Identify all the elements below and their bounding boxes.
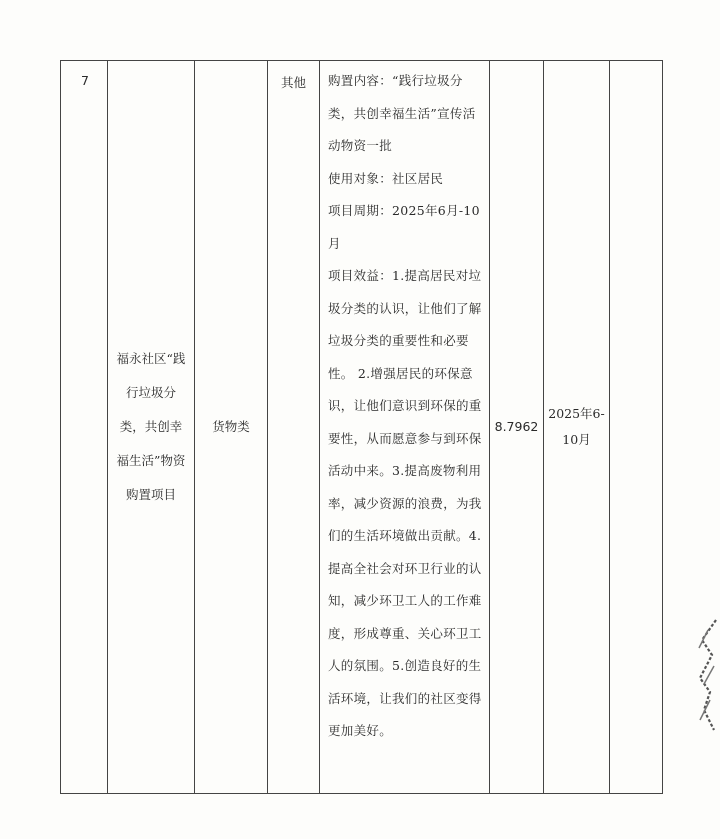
project-period: 2025年6-10月 [544,61,610,794]
description-target: 使用对象：社区居民 [328,170,444,186]
project-amount: 8.7962 [490,61,544,794]
description-content: 购置内容：“践行垃圾分类，共创幸福生活”宣传活动物资一批 [328,73,476,153]
seal-fragment [696,600,718,750]
description-cycle: 项目周期：2025年6月-10月 [328,203,480,251]
project-category: 货物类 [195,61,268,794]
project-name: 福永社区“践行垃圾分类，共创幸福生活”物资购置项目 [108,61,195,794]
empty-cell [610,61,663,794]
project-table [60,60,663,794]
project-subtype: 其他 [268,61,320,794]
description-benefit: 项目效益：1.提高居民对垃圾分类的认识，让他们了解垃圾分类的重要性和必要性。 2.增强居民的环保意识，让他们意识到环保的重要性，从而愿意参与到环保活动中来。3.提高废物利用率，减少资源的浪费，为我们的生活环境做出贡献。4.提高全社会对环卫行业的认知，减少环卫工人的工作难度，形成尊重、关心环卫工人的氛围。5.创造良好的生活环境，让我们的社区变得更加美好。 [328,268,482,738]
table-row [61,61,663,794]
row-number: 7 [61,61,108,794]
project-description [320,61,490,794]
